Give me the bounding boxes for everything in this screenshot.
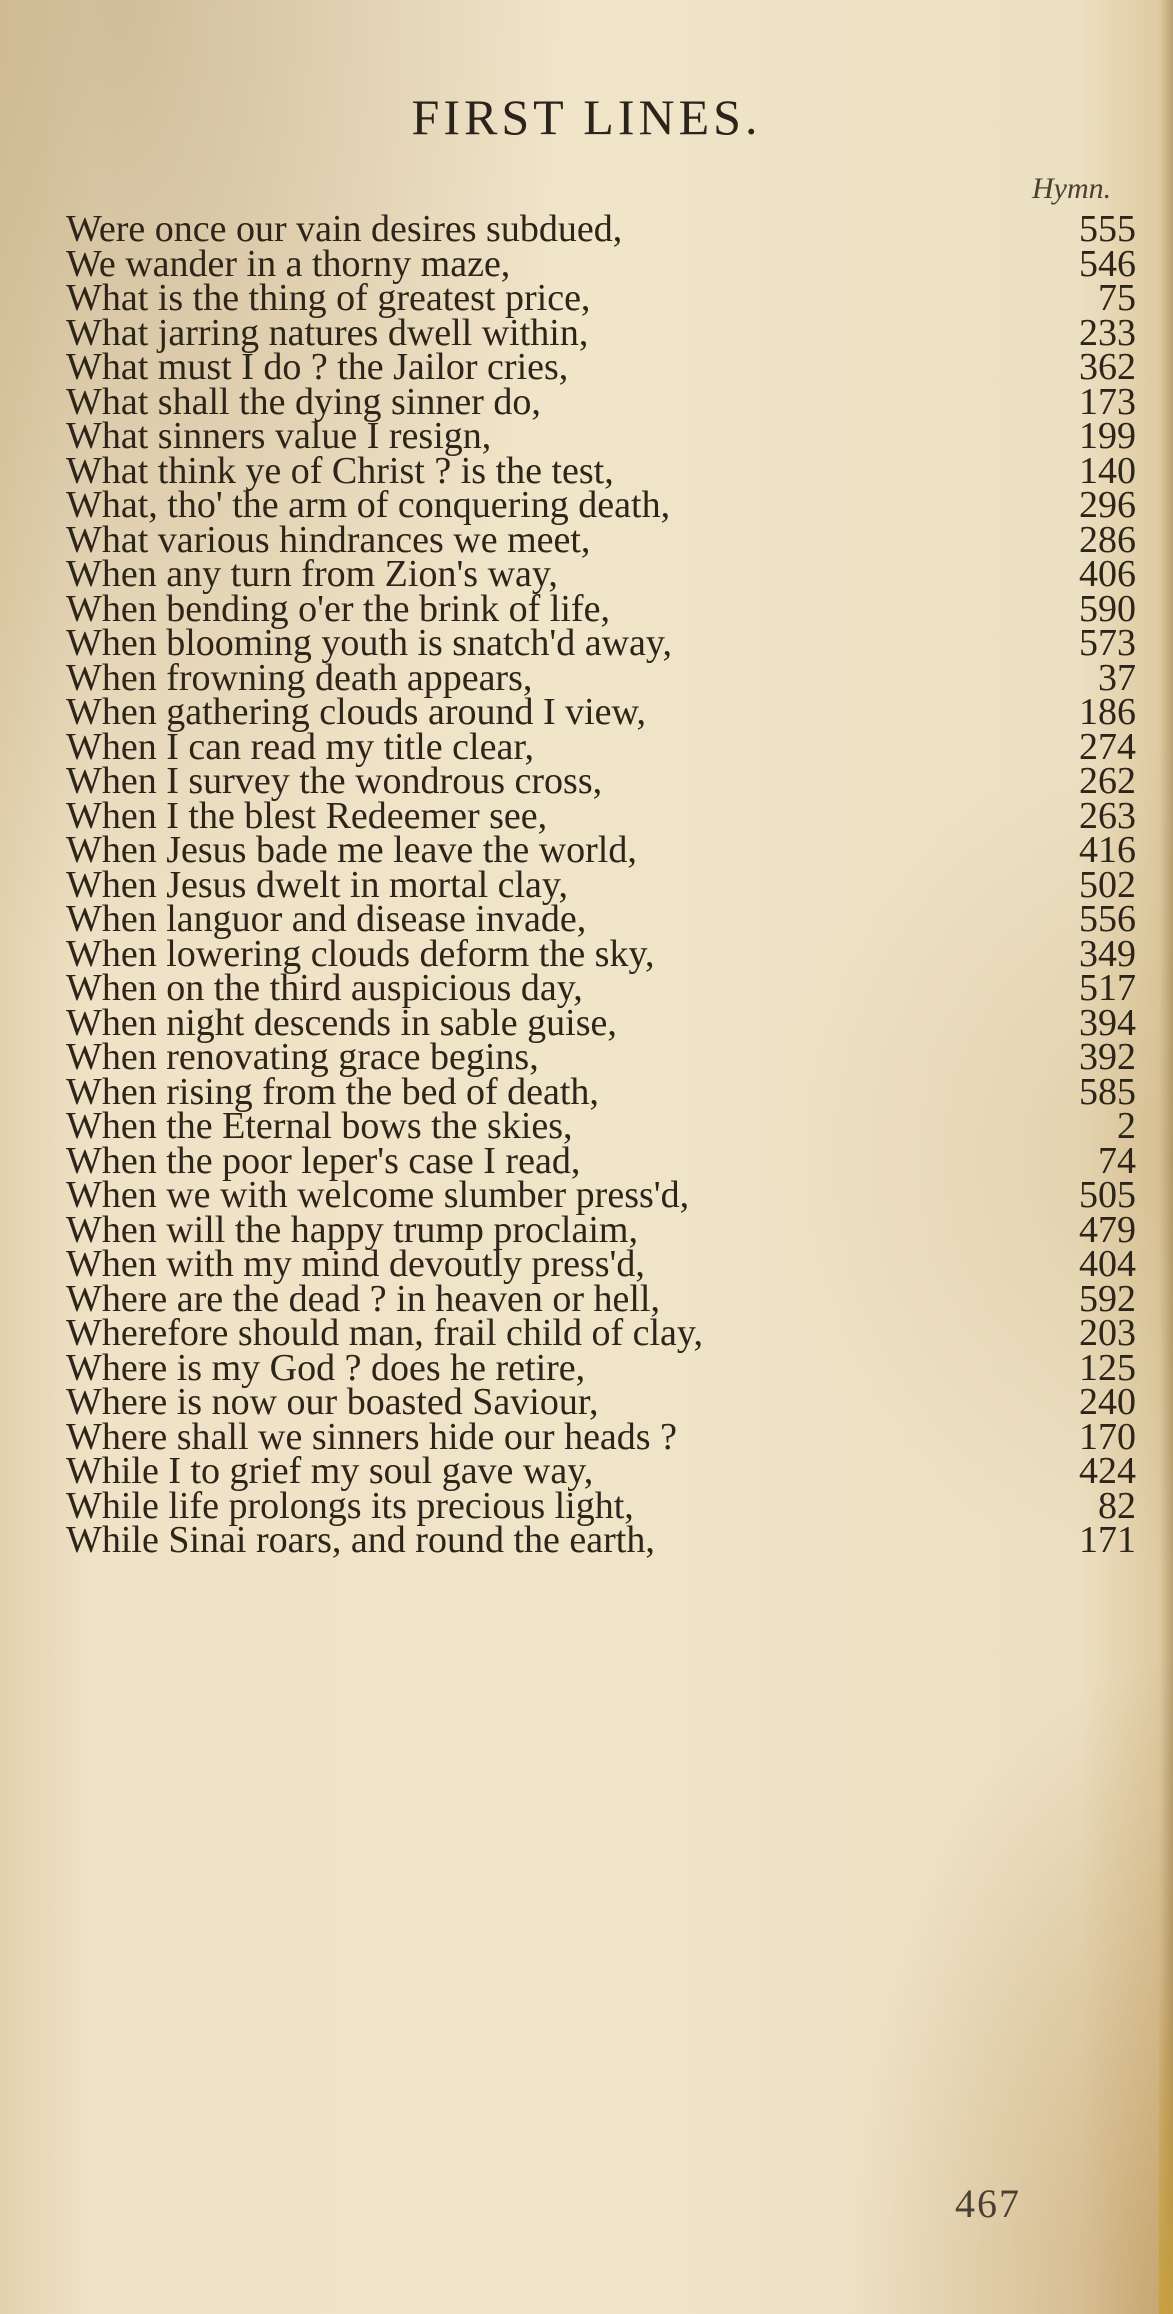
first-line-text: When Jesus dwelt in mortal clay, — [66, 863, 568, 906]
index-entry — [66, 380, 1136, 423]
index-entry — [66, 415, 1136, 457]
index-entry — [66, 1450, 1136, 1492]
index-entry — [66, 1484, 1136, 1527]
first-line-text: When the poor leper's case I read, — [66, 1139, 581, 1182]
index-entry — [66, 656, 1136, 699]
index-entry — [66, 1036, 1136, 1078]
hymn-number: 199 — [1079, 415, 1136, 457]
first-line-text: When will the happy trump proclaim, — [66, 1208, 638, 1251]
hymn-number: 416 — [1079, 829, 1136, 871]
index-entry — [66, 1105, 1136, 1147]
first-line-text: When on the third auspicious day, — [66, 967, 583, 1009]
first-line-text: What sinners value I resign, — [66, 415, 492, 457]
first-line-text: When Jesus bade me leave the world, — [66, 829, 637, 871]
hymn-number: 404 — [1079, 1243, 1136, 1285]
first-line-text: Where is now our boasted Saviour, — [66, 1381, 599, 1423]
hymn-number: 362 — [1079, 346, 1136, 388]
hymn-number: 546 — [1079, 242, 1136, 285]
index-entry — [66, 1001, 1136, 1044]
first-line-text: When rising from the bed of death, — [66, 1070, 599, 1113]
first-line-text: Wherefore should man, frail child of clay, — [66, 1312, 703, 1354]
hymn-number: 392 — [1079, 1036, 1136, 1078]
hymn-number: 2 — [1117, 1105, 1136, 1147]
first-lines-index — [66, 208, 1136, 1561]
index-entry — [66, 932, 1136, 975]
index-entry — [66, 1139, 1136, 1182]
first-line-text: What is the thing of greatest price, — [66, 277, 591, 319]
index-entry — [66, 1312, 1136, 1354]
hymn-number: 592 — [1079, 1277, 1136, 1320]
first-line-text: When night descends in sable guise, — [66, 1001, 617, 1044]
index-entry — [66, 1346, 1136, 1389]
index-entry — [66, 208, 1136, 250]
first-line-text: While Sinai roars, and round the earth, — [66, 1519, 655, 1561]
index-entry — [66, 1174, 1136, 1216]
hymn-number: 424 — [1079, 1450, 1136, 1492]
hymn-number: 394 — [1079, 1001, 1136, 1044]
hymn-number: 170 — [1079, 1415, 1136, 1458]
hymn-number: 263 — [1079, 794, 1136, 837]
first-line-text: When blooming youth is snatch'd away, — [66, 622, 672, 664]
index-entry — [66, 1070, 1136, 1113]
first-line-text: When I survey the wondrous cross, — [66, 760, 603, 802]
hymn-number: 186 — [1079, 691, 1136, 733]
hymn-number: 505 — [1079, 1174, 1136, 1216]
hymn-number: 203 — [1079, 1312, 1136, 1354]
index-entry — [66, 484, 1136, 526]
index-entry — [66, 725, 1136, 768]
first-line-text: When bending o'er the brink of life, — [66, 587, 610, 630]
first-line-text: When we with welcome slumber press'd, — [66, 1174, 690, 1216]
first-line-text: We wander in a thorny maze, — [66, 242, 511, 285]
index-entry — [66, 1381, 1136, 1423]
first-line-text: While I to grief my soul gave way, — [66, 1450, 594, 1492]
first-line-text: When gathering clouds around I view, — [66, 691, 647, 733]
first-line-text: When frowning death appears, — [66, 656, 533, 699]
hymn-number: 349 — [1079, 932, 1136, 975]
first-line-text: What must I do ? the Jailor cries, — [66, 346, 569, 388]
hymn-number: 274 — [1079, 725, 1136, 768]
index-entry — [66, 691, 1136, 733]
index-entry — [66, 1208, 1136, 1251]
hymn-number: 517 — [1079, 967, 1136, 1009]
hymn-number: 140 — [1079, 449, 1136, 492]
first-line-text: What jarring natures dwell within, — [66, 311, 589, 354]
first-line-text: What, tho' the arm of conquering death, — [66, 484, 671, 526]
page-edge-stain — [1159, 1974, 1173, 2314]
index-entry — [66, 622, 1136, 664]
index-entry — [66, 587, 1136, 630]
first-line-text: When with my mind devoutly press'd, — [66, 1243, 645, 1285]
first-line-text: When lowering clouds deform the sky, — [66, 932, 655, 975]
first-line-text: When I can read my title clear, — [66, 725, 534, 768]
hymn-number: 585 — [1079, 1070, 1136, 1113]
hymn-column-label: Hymn. — [1032, 172, 1112, 205]
first-line-text: When any turn from Zion's way, — [66, 553, 558, 595]
hymn-number: 573 — [1079, 622, 1136, 664]
index-entry — [66, 553, 1136, 595]
hymn-number: 240 — [1079, 1381, 1136, 1423]
index-entry — [66, 829, 1136, 871]
first-line-text: Were once our vain desires subdued, — [66, 208, 623, 250]
index-entry — [66, 967, 1136, 1009]
first-line-text: Where shall we sinners hide our heads ? — [66, 1415, 677, 1458]
hymn-number: 37 — [1098, 656, 1136, 699]
index-entry — [66, 1277, 1136, 1320]
hymn-number: 286 — [1079, 518, 1136, 561]
hymn-number: 555 — [1079, 208, 1136, 250]
hymn-number: 233 — [1079, 311, 1136, 354]
first-line-text: What shall the dying sinner do, — [66, 380, 541, 423]
hymn-number: 171 — [1079, 1519, 1136, 1561]
hymn-number: 173 — [1079, 380, 1136, 423]
first-line-text: When languor and disease invade, — [66, 898, 587, 940]
first-line-text: While life prolongs its precious light, — [66, 1484, 634, 1527]
index-entry — [66, 518, 1136, 561]
hymn-number: 75 — [1098, 277, 1136, 319]
hymn-number: 406 — [1079, 553, 1136, 595]
index-entry — [66, 311, 1136, 354]
hymn-number: 262 — [1079, 760, 1136, 802]
index-entry — [66, 898, 1136, 940]
index-entry — [66, 242, 1136, 285]
first-line-text: When the Eternal bows the skies, — [66, 1105, 573, 1147]
first-line-text: What think ye of Christ ? is the test, — [66, 449, 614, 492]
first-line-text: What various hindrances we meet, — [66, 518, 591, 561]
hymn-number: 74 — [1098, 1139, 1136, 1182]
index-entry — [66, 1519, 1136, 1561]
hymn-number: 479 — [1079, 1208, 1136, 1251]
page-title: FIRST LINES. — [411, 89, 762, 145]
page-edge-shadow — [1159, 0, 1173, 2314]
first-line-text: When I the blest Redeemer see, — [66, 794, 548, 837]
hymn-number: 556 — [1079, 898, 1136, 940]
index-entry — [66, 794, 1136, 837]
first-line-text: Where are the dead ? in heaven or hell, — [66, 1277, 660, 1320]
hymn-number: 296 — [1079, 484, 1136, 526]
index-entry — [66, 760, 1136, 802]
first-line-text: When renovating grace begins, — [66, 1036, 539, 1078]
index-entry — [66, 863, 1136, 906]
index-entry — [66, 277, 1136, 319]
page-number: 467 — [955, 2181, 1021, 2226]
index-entry — [66, 1415, 1136, 1458]
first-line-text: Where is my God ? does he retire, — [66, 1346, 586, 1389]
hymn-number: 590 — [1079, 587, 1136, 630]
hymn-number: 82 — [1098, 1484, 1136, 1527]
index-entry — [66, 1243, 1136, 1285]
hymn-number: 125 — [1079, 1346, 1136, 1389]
index-entry — [66, 346, 1136, 388]
index-entry — [66, 449, 1136, 492]
hymn-number: 502 — [1079, 863, 1136, 906]
